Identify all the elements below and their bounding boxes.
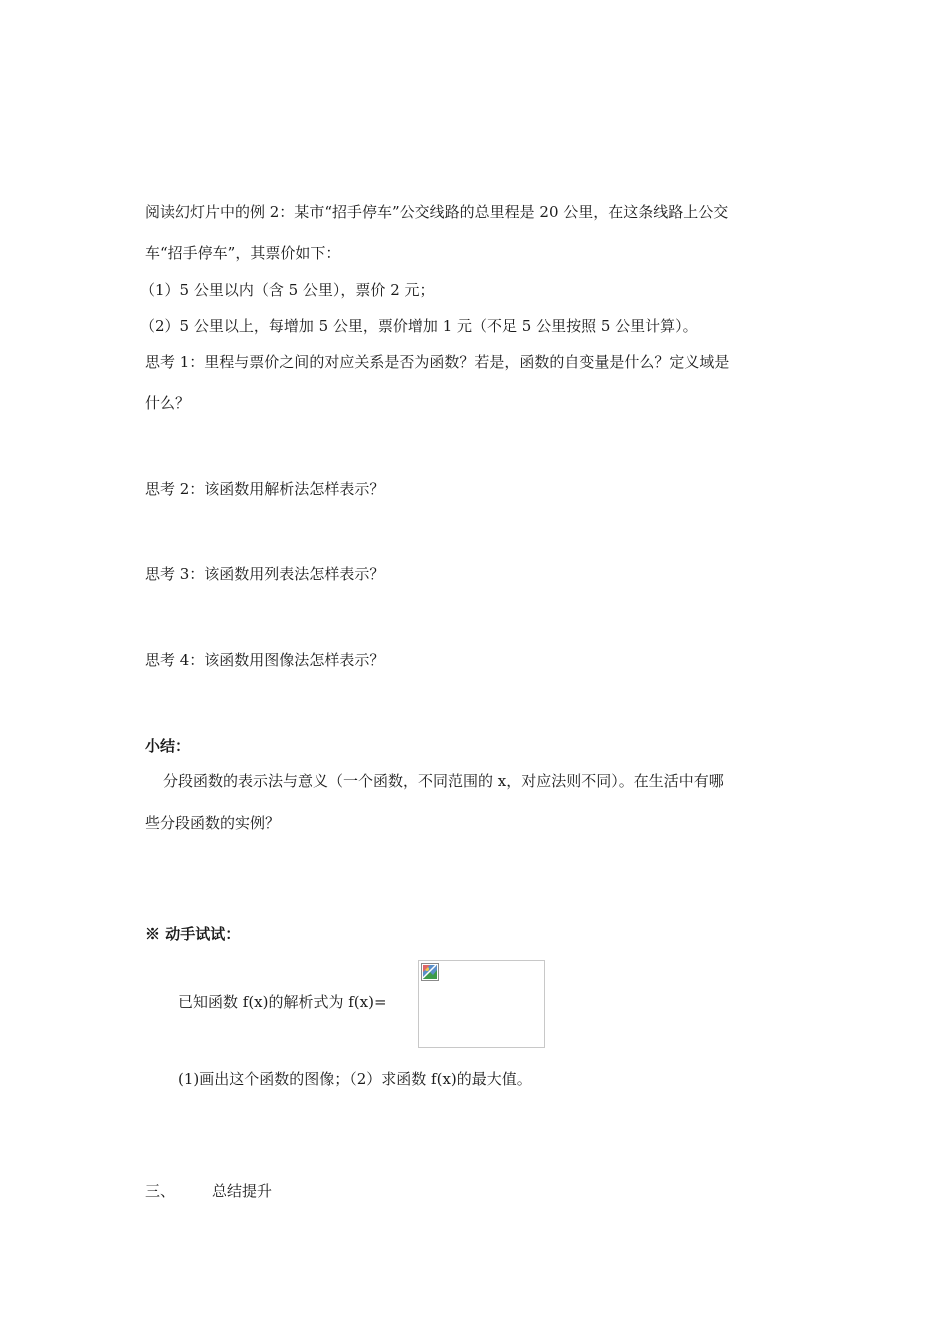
thinking-4: 思考 4：该函数用图像法怎样表示？ [145,651,385,669]
thinking-3: 思考 3：该函数用列表法怎样表示？ [145,565,385,583]
thinking-2: 思考 2：该函数用解析法怎样表示？ [145,480,385,498]
summary-heading: 小结： [145,737,191,755]
section-title: 总结提升 [212,1182,273,1200]
formula-image [418,960,545,1048]
example-line-2: 车“招手停车”，其票价如下： [145,244,341,262]
thinking-1-line-2: 什么？ [145,394,191,412]
broken-image-icon [421,963,439,981]
summary-line-2: 些分段函数的实例？ [145,814,281,832]
exercise-heading: ※ 动手试试： [145,925,241,943]
example-line-1: 阅读幻灯片中的例 2：某市“招手停车”公交线路的总里程是 20 公里，在这条线路上公交 [145,203,729,221]
summary-line-1: 分段函数的表示法与意义（一个函数，不同范围的 x，对应法则不同）。在生活中有哪 [163,772,724,790]
exercise-questions: (1)画出这个函数的图像；（2）求函数 f(x)的最大值。 [178,1070,532,1088]
fare-rule-1: （1）5 公里以内（含 5 公里），票价 2 元； [140,281,435,299]
thinking-1-line-1: 思考 1：里程与票价之间的对应关系是否为函数？若是，函数的自变量是什么？定义域是 [145,353,730,371]
fare-rule-2: （2）5 公里以上，每增加 5 公里，票价增加 1 元（不足 5 公里按照 5 公里计算）。 [140,317,698,335]
exercise-given: 已知函数 f(x)的解析式为 f(x)= [178,993,387,1011]
section-number: 三、 [145,1182,176,1200]
